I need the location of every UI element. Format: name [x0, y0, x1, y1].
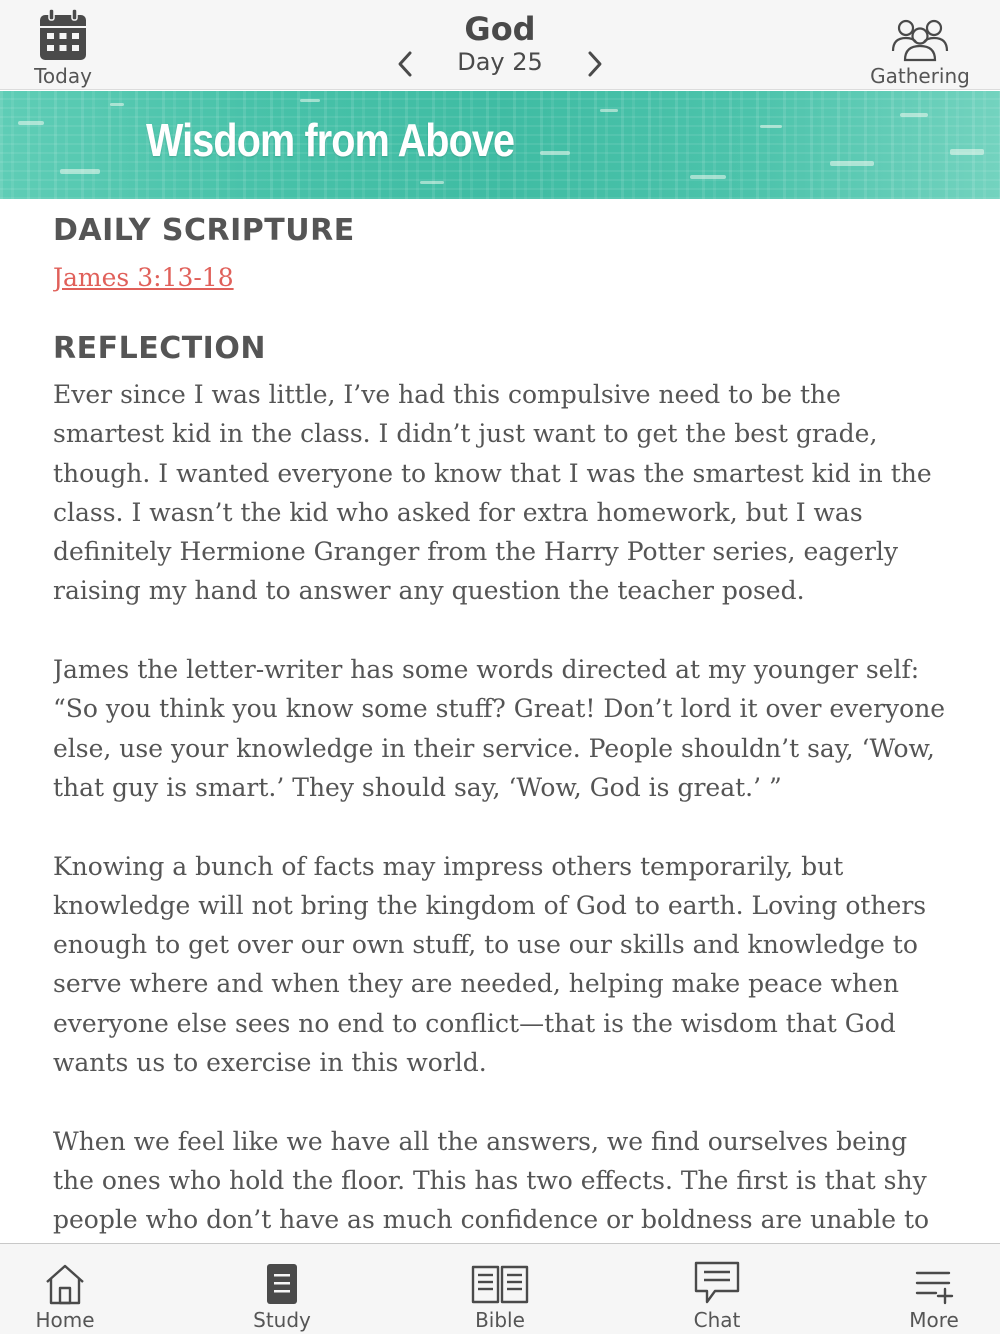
tab-bible[interactable]	[440, 1244, 560, 1334]
day-subtitle: Day 25	[457, 48, 543, 76]
chat-bubble-icon	[693, 1258, 741, 1306]
tab-more[interactable]	[874, 1244, 994, 1334]
reflection-heading: REFLECTION	[53, 331, 266, 366]
reflection-paragraph: Ever since I was little, I’ve had this compulsive need to be the smartest kid in the class. I didn’t just want to get the best grade, though. I wanted everyone to know that I was the smartest kid in the class. I wasn’t the kid who asked for extra homework, but I was definitely Hermione Granger from the Harry Potter series, eagerly raising my hand to answer any question the teacher posed.	[53, 380, 932, 606]
tab-chat-label: Chat	[693, 1308, 741, 1332]
reflection-paragraph: When we feel like we have all the answers, we find ourselves being the ones who hold the floor. This has two effects. The first is that shy people who don’t have as much confidence or boldness are unable to	[53, 1126, 930, 1235]
tab-chat[interactable]	[657, 1244, 777, 1334]
devotional-content[interactable]	[53, 199, 953, 1243]
banner-title: Wisdom from Above	[146, 114, 515, 166]
next-day-button[interactable]	[580, 46, 610, 82]
bottom-tab-bar	[0, 1243, 1000, 1334]
gathering-label: Gathering	[870, 64, 970, 88]
gathering-button[interactable]	[862, 0, 978, 90]
daily-scripture-heading: DAILY SCRIPTURE	[53, 213, 355, 248]
tab-home-label: Home	[35, 1308, 95, 1332]
reflection-paragraph: Knowing a bunch of facts may impress others temporarily, but knowledge will not bring the kingdom of God to earth. Loving others enough to get over our own stuff, to use our skills and knowledge to serve where and when they are needed, helping make peace when everyone else sees no end to conflict—that is the wisdom that God wants us to exercise in this world.	[53, 851, 927, 1078]
study-book-icon	[265, 1258, 299, 1306]
calendar-icon	[38, 6, 88, 62]
tab-study-label: Study	[253, 1308, 311, 1332]
open-book-icon	[470, 1258, 530, 1306]
tab-more-label: More	[909, 1308, 959, 1332]
reflection-body	[53, 375, 953, 1243]
more-menu-icon	[914, 1258, 954, 1306]
today-label: Today	[34, 64, 92, 88]
chevron-right-icon	[586, 50, 604, 78]
group-icon	[891, 6, 949, 62]
lesson-banner	[0, 91, 1000, 199]
home-icon	[43, 1258, 87, 1306]
scripture-reference-link[interactable]: James 3:13-18	[53, 263, 234, 292]
tab-bible-label: Bible	[475, 1308, 525, 1332]
tab-home[interactable]	[5, 1244, 125, 1334]
top-header	[0, 0, 1000, 90]
reflection-paragraph: James the letter-writer has some words directed at my younger self: “So you think you know some stuff? Great! Don’t lord it over everyone else, use your knowledge in their service. People shouldn’t say, ‘Wow, that guy is smart.’ They should say, ‘Wow, God is great.’ ”	[53, 655, 946, 802]
page-title: God	[464, 10, 536, 48]
today-button[interactable]	[22, 0, 104, 90]
tab-study[interactable]	[222, 1244, 342, 1334]
